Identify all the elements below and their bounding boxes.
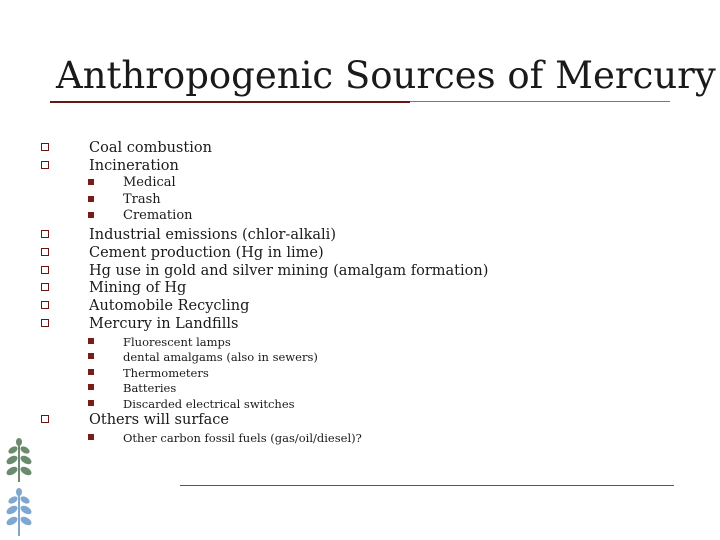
hollow-square-bullet-icon [41, 266, 49, 274]
bullet-text: Automobile Recycling [89, 298, 250, 314]
sub-bullet-text: Other carbon fossil fuels (gas/oil/diesel)? [123, 431, 362, 445]
hollow-square-bullet-icon [41, 415, 49, 423]
filled-square-bullet-icon [88, 212, 94, 218]
hollow-square-bullet-icon [41, 230, 49, 238]
bullet-item [0, 297, 720, 315]
bullet-item [0, 262, 720, 280]
sub-bullet-text: Trash [123, 192, 161, 207]
bullet-text: Mercury in Landfills [89, 316, 239, 332]
sub-bullet-item [0, 174, 720, 192]
bullet-item [0, 279, 720, 297]
sub-bullet-text: Thermometers [123, 366, 209, 380]
filled-square-bullet-icon [88, 369, 94, 375]
filled-square-bullet-icon [88, 384, 94, 390]
sub-bullet-text: Batteries [123, 381, 177, 395]
bullet-item [0, 244, 720, 262]
slide-title: Anthropogenic Sources of Mercury [56, 54, 716, 97]
hollow-square-bullet-icon [41, 283, 49, 291]
hollow-square-bullet-icon [41, 143, 49, 151]
sub-bullet-text: dental amalgams (also in sewers) [123, 350, 318, 364]
hollow-square-bullet-icon [41, 248, 49, 256]
green-leaf-cluster [5, 438, 33, 482]
bullet-text: Incineration [89, 158, 179, 174]
leaf-branch-icon [4, 438, 44, 538]
bullet-text: Coal combustion [89, 140, 212, 156]
bullet-text: Hg use in gold and silver mining (amalgam formation) [89, 263, 489, 279]
blue-leaf-cluster [5, 488, 33, 536]
filled-square-bullet-icon [88, 400, 94, 406]
filled-square-bullet-icon [88, 434, 94, 440]
filled-square-bullet-icon [88, 338, 94, 344]
sub-bullet-text: Discarded electrical switches [123, 397, 295, 411]
filled-square-bullet-icon [88, 179, 94, 185]
sub-bullet-item [0, 430, 720, 448]
bullet-text: Cement production (Hg in lime) [89, 245, 324, 261]
bullet-text: Industrial emissions (chlor-alkali) [89, 227, 336, 243]
bullet-item [0, 139, 720, 157]
bullet-item [0, 411, 720, 429]
bullet-item [0, 157, 720, 175]
bullet-text: Others will surface [89, 412, 229, 428]
hollow-square-bullet-icon [41, 319, 49, 327]
sub-bullet-text: Cremation [123, 208, 193, 223]
bullet-text: Mining of Hg [89, 280, 187, 296]
filled-square-bullet-icon [88, 196, 94, 202]
bottom-divider [180, 485, 674, 486]
sub-bullet-item [0, 207, 720, 225]
filled-square-bullet-icon [88, 353, 94, 359]
bullet-item [0, 226, 720, 244]
sub-bullet-text: Medical [123, 175, 176, 190]
hollow-square-bullet-icon [41, 161, 49, 169]
sub-bullet-text: Fluorescent lamps [123, 335, 231, 349]
bullet-item [0, 315, 720, 333]
hollow-square-bullet-icon [41, 301, 49, 309]
